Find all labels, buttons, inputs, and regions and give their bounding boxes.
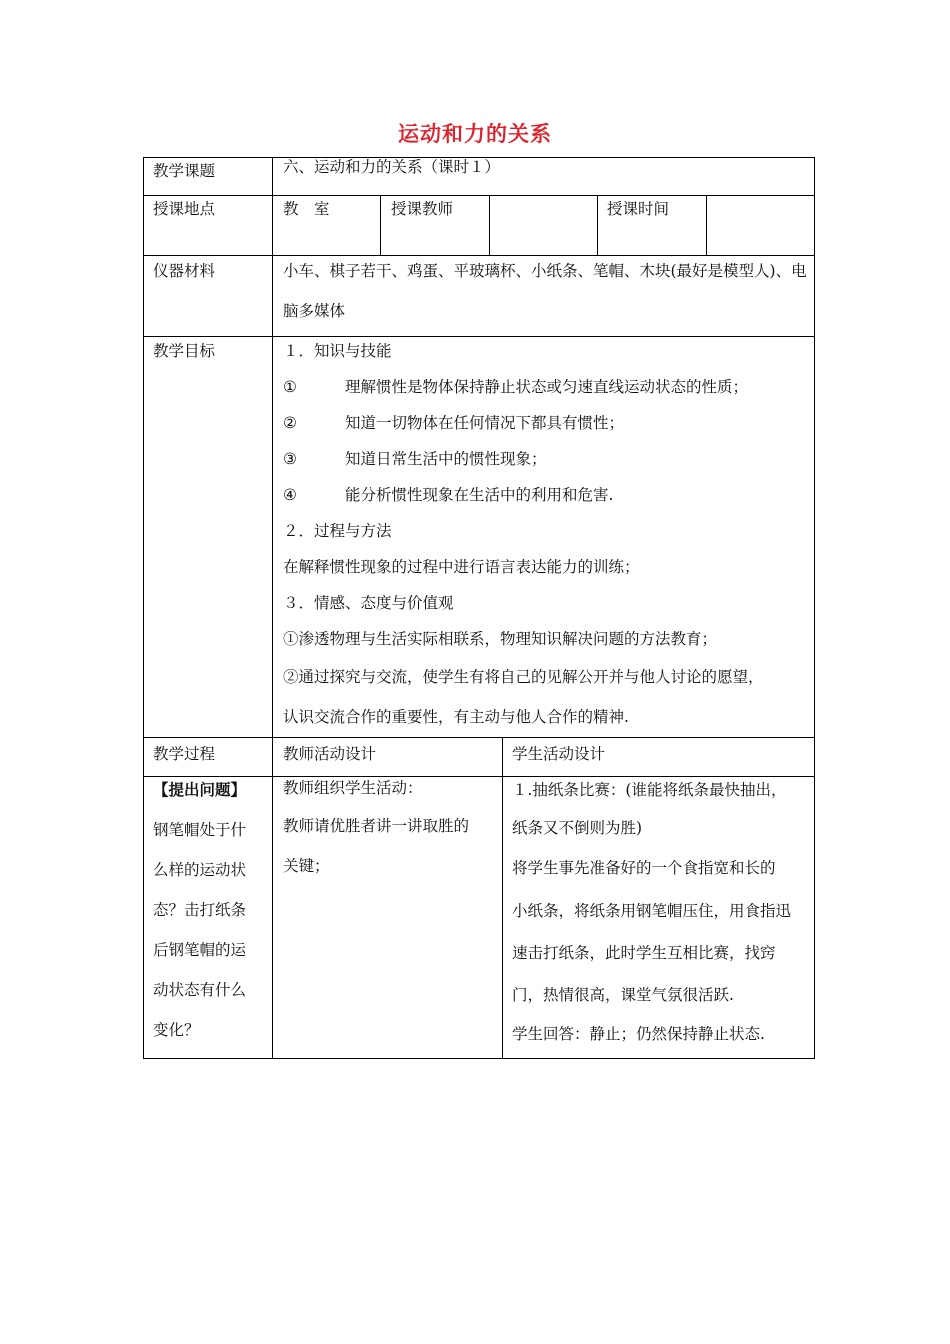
- table-border: [272, 157, 273, 1059]
- student-activity-line: 速击打纸条，此时学生互相比赛，找窍: [512, 944, 776, 962]
- objective-item: [283, 369, 764, 405]
- item-text: 能分析惯性现象在生活中的利用和危害.: [345, 486, 614, 504]
- objective-text: ①渗透物理与生活实际相联系，物理知识解决问题的方法教育；: [283, 630, 718, 648]
- materials-line: 脑多媒体: [283, 302, 346, 320]
- objective-text: 认识交流合作的重要性，有主动与他人合作的精神.: [283, 708, 629, 726]
- student-activity-line: １.抽纸条比赛：(谁能将纸条最快抽出，: [512, 781, 787, 799]
- table-border: [380, 195, 381, 255]
- place-label: 授课地点: [153, 200, 216, 218]
- topic-value: 六、运动和力的关系（课时１）: [283, 158, 501, 176]
- objective-item: [283, 441, 764, 477]
- item-number: ①: [283, 378, 297, 396]
- table-border: [597, 195, 598, 255]
- objectives-label: 教学目标: [153, 342, 216, 360]
- student-activity: [512, 770, 791, 1052]
- student-activity-header: 学生活动设计: [512, 745, 606, 763]
- question-line: 么样的运动状: [153, 861, 247, 879]
- materials-text: [283, 251, 807, 331]
- question-line: 态？击打纸条: [153, 901, 247, 919]
- teacher-activity-line: 教师请优胜者讲一讲取胜的: [283, 817, 470, 835]
- objective-section-heading: １．知识与技能: [283, 342, 392, 360]
- teacher-label: 授课教师: [391, 200, 454, 218]
- step-question: [153, 770, 246, 1050]
- question-line: 后钢笔帽的运: [153, 941, 247, 959]
- document-title: 运动和力的关系: [398, 122, 552, 146]
- teacher-activity-header: 教师活动设计: [283, 745, 377, 763]
- objectives-text: [283, 333, 764, 737]
- table-border: [143, 1058, 815, 1059]
- student-activity-line: 小纸条，将纸条用钢笔帽压住，用食指迅: [512, 902, 792, 920]
- table-border: [814, 157, 815, 1059]
- objective-item: [283, 405, 764, 441]
- objective-text: ②通过探究与交流，使学生有将自己的见解公开并与他人讨论的愿望，: [283, 668, 764, 686]
- topic-label: 教学课题: [153, 162, 216, 180]
- student-activity-line: 门，热情很高，课堂气氛很活跃.: [512, 986, 734, 1004]
- process-label: 教学过程: [153, 745, 216, 763]
- place-value: 教 室: [283, 200, 330, 218]
- table-border: [706, 195, 707, 255]
- materials-line: 小车、棋子若干、鸡蛋、平玻璃杯、小纸条、笔帽、木块(最好是模型人)、电: [283, 262, 807, 280]
- teacher-activity-line: 教师组织学生活动：: [283, 779, 423, 797]
- item-text: 理解惯性是物体保持静止状态或匀速直线运动状态的性质；: [345, 378, 749, 396]
- table-border: [143, 195, 815, 196]
- teacher-activity: [283, 770, 469, 886]
- item-number: ②: [283, 414, 297, 432]
- item-number: ④: [283, 486, 297, 504]
- table-border: [143, 157, 144, 1059]
- table-border: [489, 195, 490, 255]
- student-activity-line: 将学生事先准备好的一个食指宽和长的: [512, 859, 776, 877]
- question-line: 【提出问题】: [153, 780, 247, 799]
- student-activity-line: 纸条又不倒则为胜): [512, 819, 643, 837]
- objective-text: 在解释惯性现象的过程中进行语言表达能力的训练；: [283, 558, 640, 576]
- item-number: ③: [283, 450, 297, 468]
- time-label: 授课时间: [607, 200, 670, 218]
- question-line: 变化？: [153, 1021, 200, 1039]
- student-activity-line: 学生回答：静止；仍然保持静止状态.: [512, 1025, 765, 1043]
- table-border: [502, 737, 503, 1059]
- table-border: [143, 737, 815, 738]
- objective-item: [283, 477, 764, 513]
- objective-section-heading: ３．情感、态度与价值观: [283, 594, 454, 612]
- teacher-activity-line: 关键；: [283, 857, 330, 875]
- question-line: 动状态有什么: [153, 981, 247, 999]
- objective-section-heading: ２．过程与方法: [283, 522, 392, 540]
- question-line: 钢笔帽处于什: [153, 821, 247, 839]
- item-text: 知道日常生活中的惯性现象；: [345, 450, 547, 468]
- materials-label: 仪器材料: [153, 262, 216, 280]
- item-text: 知道一切物体在任何情况下都具有惯性；: [345, 414, 625, 432]
